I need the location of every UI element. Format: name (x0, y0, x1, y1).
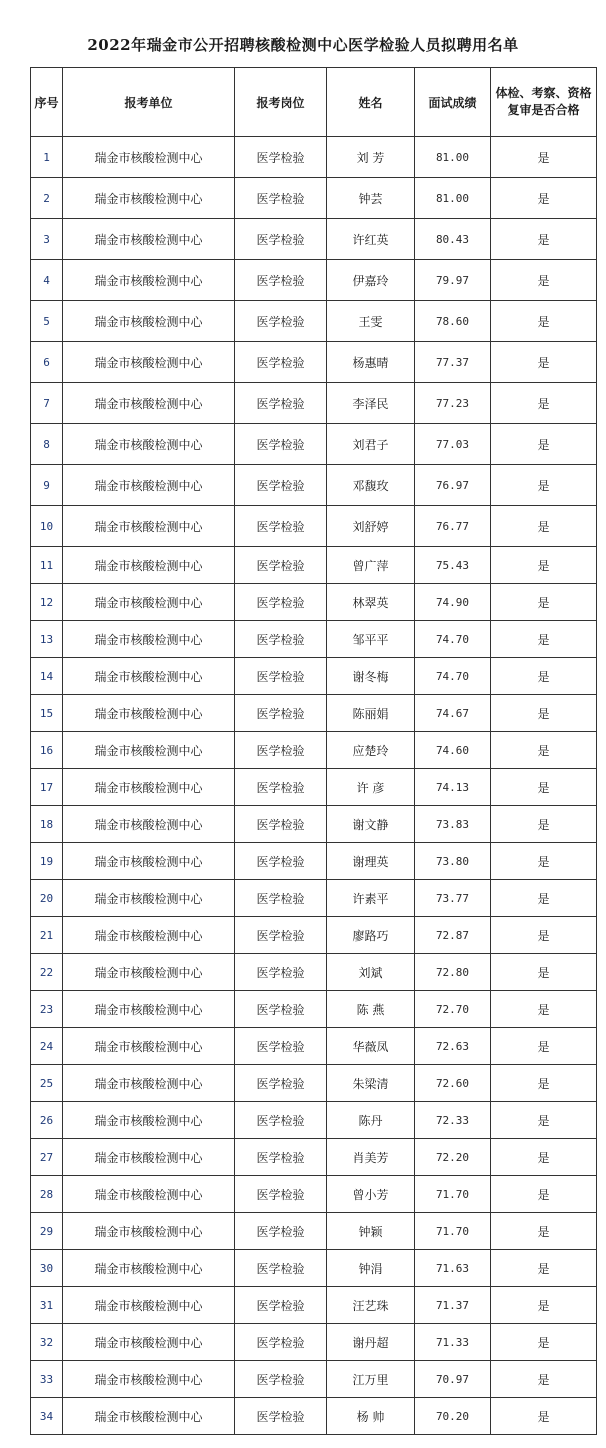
table-row (31, 584, 597, 621)
cell-name: 谢文静 (327, 806, 415, 843)
cell-pass: 是 (491, 584, 597, 621)
cell-seq: 8 (31, 424, 63, 465)
cell-seq: 9 (31, 465, 63, 506)
cell-score: 74.60 (415, 732, 491, 769)
cell-position: 医学检验 (235, 880, 327, 917)
cell-position: 医学检验 (235, 991, 327, 1028)
cell-pass: 是 (491, 506, 597, 547)
cell-unit: 瑞金市核酸检测中心 (63, 1250, 235, 1287)
candidate-table (30, 67, 597, 1435)
cell-score: 71.63 (415, 1250, 491, 1287)
cell-seq: 23 (31, 991, 63, 1028)
cell-pass: 是 (491, 732, 597, 769)
cell-unit: 瑞金市核酸检测中心 (63, 843, 235, 880)
cell-position: 医学检验 (235, 1398, 327, 1435)
cell-score: 76.97 (415, 465, 491, 506)
table-row (31, 137, 597, 178)
cell-name: 杨惠晴 (327, 342, 415, 383)
table-header-row (31, 68, 597, 137)
cell-position: 医学检验 (235, 1176, 327, 1213)
cell-score: 72.63 (415, 1028, 491, 1065)
cell-seq: 22 (31, 954, 63, 991)
cell-name: 曾小芳 (327, 1176, 415, 1213)
cell-score: 74.67 (415, 695, 491, 732)
cell-score: 74.70 (415, 621, 491, 658)
table-row (31, 1213, 597, 1250)
cell-name: 华薇凤 (327, 1028, 415, 1065)
cell-seq: 17 (31, 769, 63, 806)
cell-unit: 瑞金市核酸检测中心 (63, 465, 235, 506)
cell-seq: 25 (31, 1065, 63, 1102)
cell-score: 77.23 (415, 383, 491, 424)
cell-score: 72.33 (415, 1102, 491, 1139)
cell-seq: 26 (31, 1102, 63, 1139)
cell-unit: 瑞金市核酸检测中心 (63, 621, 235, 658)
cell-position: 医学检验 (235, 465, 327, 506)
cell-pass: 是 (491, 547, 597, 584)
cell-unit: 瑞金市核酸检测中心 (63, 1213, 235, 1250)
table-row (31, 301, 597, 342)
cell-name: 朱梁清 (327, 1065, 415, 1102)
cell-position: 医学检验 (235, 658, 327, 695)
cell-score: 73.83 (415, 806, 491, 843)
cell-seq: 20 (31, 880, 63, 917)
cell-seq: 32 (31, 1324, 63, 1361)
cell-name: 王雯 (327, 301, 415, 342)
cell-score: 72.20 (415, 1139, 491, 1176)
table-row (31, 506, 597, 547)
table-row (31, 383, 597, 424)
cell-position: 医学检验 (235, 547, 327, 584)
cell-pass: 是 (491, 301, 597, 342)
cell-unit: 瑞金市核酸检测中心 (63, 1176, 235, 1213)
cell-pass: 是 (491, 1139, 597, 1176)
cell-pass: 是 (491, 880, 597, 917)
cell-seq: 11 (31, 547, 63, 584)
cell-name: 钟涓 (327, 1250, 415, 1287)
cell-pass: 是 (491, 137, 597, 178)
table-row (31, 732, 597, 769)
cell-position: 医学检验 (235, 137, 327, 178)
header-score: 面试成绩 (415, 68, 491, 137)
cell-unit: 瑞金市核酸检测中心 (63, 301, 235, 342)
cell-name: 汪艺珠 (327, 1287, 415, 1324)
cell-unit: 瑞金市核酸检测中心 (63, 506, 235, 547)
cell-pass: 是 (491, 1324, 597, 1361)
cell-pass: 是 (491, 383, 597, 424)
cell-pass: 是 (491, 260, 597, 301)
cell-pass: 是 (491, 1287, 597, 1324)
cell-score: 73.77 (415, 880, 491, 917)
cell-pass: 是 (491, 1028, 597, 1065)
cell-pass: 是 (491, 1398, 597, 1435)
table-row (31, 1176, 597, 1213)
cell-pass: 是 (491, 917, 597, 954)
table-row (31, 769, 597, 806)
cell-position: 医学检验 (235, 732, 327, 769)
cell-score: 79.97 (415, 260, 491, 301)
table-row (31, 1324, 597, 1361)
cell-name: 钟芸 (327, 178, 415, 219)
header-pass: 体检、考察、资格复审是否合格 (491, 68, 597, 137)
cell-name: 钟颖 (327, 1213, 415, 1250)
table-row (31, 342, 597, 383)
cell-score: 74.90 (415, 584, 491, 621)
cell-seq: 7 (31, 383, 63, 424)
table-row (31, 1065, 597, 1102)
cell-unit: 瑞金市核酸检测中心 (63, 880, 235, 917)
table-row (31, 1398, 597, 1435)
cell-name: 许 彦 (327, 769, 415, 806)
cell-position: 医学检验 (235, 424, 327, 465)
cell-score: 75.43 (415, 547, 491, 584)
table-row (31, 1028, 597, 1065)
cell-position: 医学检验 (235, 1287, 327, 1324)
cell-score: 78.60 (415, 301, 491, 342)
cell-seq: 16 (31, 732, 63, 769)
cell-score: 71.37 (415, 1287, 491, 1324)
cell-seq: 3 (31, 219, 63, 260)
cell-unit: 瑞金市核酸检测中心 (63, 342, 235, 383)
cell-score: 70.97 (415, 1361, 491, 1398)
table-row (31, 991, 597, 1028)
cell-position: 医学检验 (235, 1324, 327, 1361)
cell-name: 谢理英 (327, 843, 415, 880)
cell-position: 医学检验 (235, 260, 327, 301)
cell-name: 谢冬梅 (327, 658, 415, 695)
cell-seq: 5 (31, 301, 63, 342)
cell-pass: 是 (491, 1065, 597, 1102)
page-title: 2022年瑞金市公开招聘核酸检测中心医学检验人员拟聘用名单 (87, 36, 519, 54)
cell-pass: 是 (491, 991, 597, 1028)
cell-score: 77.37 (415, 342, 491, 383)
cell-name: 陈丽娟 (327, 695, 415, 732)
table-row (31, 424, 597, 465)
cell-position: 医学检验 (235, 301, 327, 342)
cell-score: 72.60 (415, 1065, 491, 1102)
cell-score: 81.00 (415, 137, 491, 178)
cell-unit: 瑞金市核酸检测中心 (63, 1139, 235, 1176)
cell-position: 医学检验 (235, 1250, 327, 1287)
cell-seq: 18 (31, 806, 63, 843)
cell-pass: 是 (491, 178, 597, 219)
cell-seq: 21 (31, 917, 63, 954)
cell-seq: 15 (31, 695, 63, 732)
cell-pass: 是 (491, 1213, 597, 1250)
cell-pass: 是 (491, 342, 597, 383)
cell-name: 杨 帅 (327, 1398, 415, 1435)
cell-score: 71.33 (415, 1324, 491, 1361)
cell-seq: 1 (31, 137, 63, 178)
cell-name: 刘舒婷 (327, 506, 415, 547)
cell-seq: 33 (31, 1361, 63, 1398)
cell-pass: 是 (491, 806, 597, 843)
cell-pass: 是 (491, 843, 597, 880)
cell-position: 医学检验 (235, 178, 327, 219)
cell-pass: 是 (491, 954, 597, 991)
cell-name: 曾广萍 (327, 547, 415, 584)
cell-pass: 是 (491, 465, 597, 506)
cell-seq: 14 (31, 658, 63, 695)
cell-position: 医学检验 (235, 506, 327, 547)
cell-name: 邹平平 (327, 621, 415, 658)
cell-pass: 是 (491, 1176, 597, 1213)
cell-score: 72.80 (415, 954, 491, 991)
cell-pass: 是 (491, 769, 597, 806)
table-body (31, 137, 597, 1435)
cell-unit: 瑞金市核酸检测中心 (63, 1065, 235, 1102)
cell-unit: 瑞金市核酸检测中心 (63, 1287, 235, 1324)
cell-score: 77.03 (415, 424, 491, 465)
cell-unit: 瑞金市核酸检测中心 (63, 1028, 235, 1065)
cell-position: 医学检验 (235, 342, 327, 383)
cell-unit: 瑞金市核酸检测中心 (63, 178, 235, 219)
table-row (31, 219, 597, 260)
cell-name: 许素平 (327, 880, 415, 917)
cell-unit: 瑞金市核酸检测中心 (63, 769, 235, 806)
cell-name: 陈 燕 (327, 991, 415, 1028)
cell-pass: 是 (491, 424, 597, 465)
cell-seq: 2 (31, 178, 63, 219)
cell-seq: 10 (31, 506, 63, 547)
cell-score: 72.70 (415, 991, 491, 1028)
cell-position: 医学检验 (235, 1213, 327, 1250)
cell-name: 刘 芳 (327, 137, 415, 178)
cell-score: 80.43 (415, 219, 491, 260)
cell-seq: 12 (31, 584, 63, 621)
cell-score: 72.87 (415, 917, 491, 954)
header-name: 姓名 (327, 68, 415, 137)
cell-unit: 瑞金市核酸检测中心 (63, 917, 235, 954)
cell-position: 医学检验 (235, 1102, 327, 1139)
table-row (31, 260, 597, 301)
table-row (31, 621, 597, 658)
cell-unit: 瑞金市核酸检测中心 (63, 695, 235, 732)
cell-position: 医学检验 (235, 695, 327, 732)
cell-seq: 30 (31, 1250, 63, 1287)
cell-name: 江万里 (327, 1361, 415, 1398)
cell-unit: 瑞金市核酸检测中心 (63, 1102, 235, 1139)
table-row (31, 1361, 597, 1398)
cell-unit: 瑞金市核酸检测中心 (63, 137, 235, 178)
cell-score: 71.70 (415, 1176, 491, 1213)
table-row (31, 1287, 597, 1324)
cell-seq: 31 (31, 1287, 63, 1324)
cell-seq: 4 (31, 260, 63, 301)
cell-position: 医学检验 (235, 806, 327, 843)
cell-name: 邓馥玫 (327, 465, 415, 506)
cell-unit: 瑞金市核酸检测中心 (63, 1361, 235, 1398)
header-unit: 报考单位 (63, 68, 235, 137)
table-row (31, 695, 597, 732)
table-row (31, 465, 597, 506)
cell-pass: 是 (491, 219, 597, 260)
cell-position: 医学检验 (235, 769, 327, 806)
cell-seq: 19 (31, 843, 63, 880)
cell-score: 74.70 (415, 658, 491, 695)
cell-unit: 瑞金市核酸检测中心 (63, 954, 235, 991)
cell-seq: 24 (31, 1028, 63, 1065)
cell-name: 林翠英 (327, 584, 415, 621)
cell-pass: 是 (491, 1102, 597, 1139)
cell-unit: 瑞金市核酸检测中心 (63, 658, 235, 695)
cell-pass: 是 (491, 621, 597, 658)
cell-pass: 是 (491, 1250, 597, 1287)
cell-seq: 13 (31, 621, 63, 658)
cell-seq: 27 (31, 1139, 63, 1176)
cell-unit: 瑞金市核酸检测中心 (63, 1398, 235, 1435)
cell-position: 医学检验 (235, 1139, 327, 1176)
cell-name: 刘斌 (327, 954, 415, 991)
header-seq: 序号 (31, 68, 63, 137)
table-row (31, 1139, 597, 1176)
cell-unit: 瑞金市核酸检测中心 (63, 732, 235, 769)
cell-score: 74.13 (415, 769, 491, 806)
table-row (31, 547, 597, 584)
cell-unit: 瑞金市核酸检测中心 (63, 547, 235, 584)
cell-unit: 瑞金市核酸检测中心 (63, 1324, 235, 1361)
cell-unit: 瑞金市核酸检测中心 (63, 424, 235, 465)
cell-name: 应楚玲 (327, 732, 415, 769)
table-row (31, 806, 597, 843)
cell-name: 陈丹 (327, 1102, 415, 1139)
cell-score: 76.77 (415, 506, 491, 547)
cell-score: 81.00 (415, 178, 491, 219)
table-row (31, 843, 597, 880)
cell-position: 医学检验 (235, 954, 327, 991)
cell-seq: 34 (31, 1398, 63, 1435)
cell-name: 肖美芳 (327, 1139, 415, 1176)
table-row (31, 1102, 597, 1139)
cell-position: 医学检验 (235, 1361, 327, 1398)
table-row (31, 178, 597, 219)
header-position: 报考岗位 (235, 68, 327, 137)
cell-name: 李泽民 (327, 383, 415, 424)
cell-position: 医学检验 (235, 383, 327, 424)
cell-position: 医学检验 (235, 621, 327, 658)
table-row (31, 917, 597, 954)
cell-unit: 瑞金市核酸检测中心 (63, 991, 235, 1028)
cell-name: 廖路巧 (327, 917, 415, 954)
cell-pass: 是 (491, 695, 597, 732)
cell-position: 医学检验 (235, 843, 327, 880)
cell-position: 医学检验 (235, 584, 327, 621)
cell-name: 伊嘉玲 (327, 260, 415, 301)
cell-position: 医学检验 (235, 1065, 327, 1102)
table-row (31, 880, 597, 917)
table-row (31, 954, 597, 991)
cell-score: 73.80 (415, 843, 491, 880)
cell-score: 70.20 (415, 1398, 491, 1435)
cell-name: 谢丹超 (327, 1324, 415, 1361)
cell-unit: 瑞金市核酸检测中心 (63, 584, 235, 621)
table-row (31, 658, 597, 695)
cell-position: 医学检验 (235, 219, 327, 260)
cell-seq: 6 (31, 342, 63, 383)
cell-seq: 29 (31, 1213, 63, 1250)
cell-unit: 瑞金市核酸检测中心 (63, 383, 235, 424)
cell-pass: 是 (491, 658, 597, 695)
table-row (31, 1250, 597, 1287)
cell-unit: 瑞金市核酸检测中心 (63, 219, 235, 260)
cell-position: 医学检验 (235, 1028, 327, 1065)
cell-score: 71.70 (415, 1213, 491, 1250)
cell-pass: 是 (491, 1361, 597, 1398)
cell-unit: 瑞金市核酸检测中心 (63, 260, 235, 301)
cell-position: 医学检验 (235, 917, 327, 954)
cell-seq: 28 (31, 1176, 63, 1213)
cell-name: 许红英 (327, 219, 415, 260)
cell-name: 刘君子 (327, 424, 415, 465)
cell-unit: 瑞金市核酸检测中心 (63, 806, 235, 843)
